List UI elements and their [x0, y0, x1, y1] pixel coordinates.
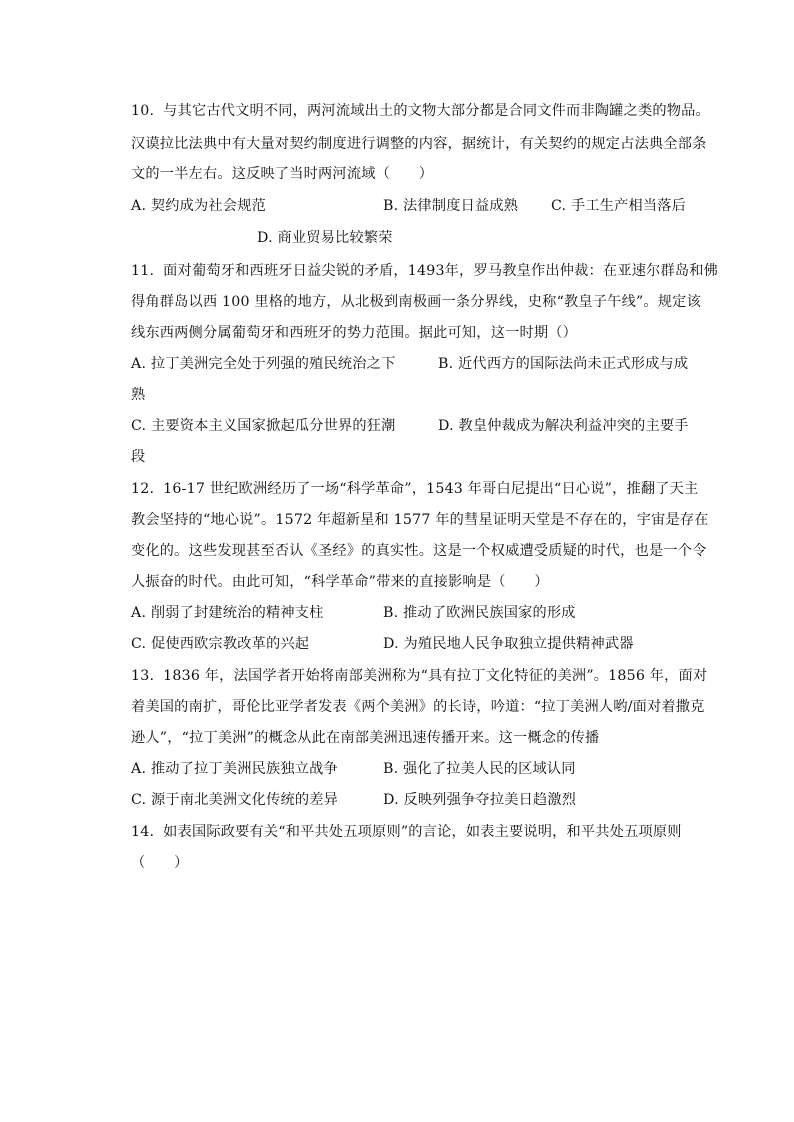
q12-stem-3: 变化的。这些发现甚至否认《圣经》的真实性。这是一个权威遭受质疑的时代，也是一个令 — [131, 543, 707, 559]
q12-stem-1: 16-17 世纪欧洲经历了一场“科学革命”，1543 年哥白尼提出“日心说”，推翻了天主 — [163, 481, 699, 497]
q13-number: 13. — [131, 668, 155, 684]
q14-line-1 — [131, 822, 691, 842]
q11-option-d-wrap: 段 — [131, 449, 146, 465]
q13-line-1 — [131, 666, 708, 686]
q12-option-b: B. 推动了欧洲民族国家的形成 — [383, 605, 576, 621]
q11-number: 11. — [131, 263, 155, 279]
q10-option-a: A. 契约成为社会规范 — [131, 198, 266, 214]
q13-stem-3: 逊人”，“拉丁美洲”的概念从此在南部美洲迅速传播开来。这一概念的传播 — [131, 730, 600, 746]
q10-option-d: D. 商业贸易比较繁荣 — [257, 230, 393, 246]
q14-number: 14. — [131, 824, 155, 840]
q10-option-b: B. 法律制度日益成熟 — [383, 198, 519, 214]
q13-stem-1: 1836 年，法国学者开始将南部美洲称为“具有拉丁文化特征的美洲”。1856 年，面对 — [163, 668, 708, 684]
q13-stem-2: 着美国的南扩，哥伦比亚学者发表《两个美洲》的长诗，吟道：“拉丁美洲人哟/面对着撒克 — [131, 699, 705, 715]
q11-stem-3: 线东西两侧分属葡萄牙和西班牙的势力范围。据此可知，这一时期（） — [131, 325, 578, 341]
q13-option-a: A. 推动了拉丁美洲民族独立战争 — [131, 761, 338, 777]
q14-stem-2: （ ） — [131, 855, 189, 871]
q10-stem-1: 与其它古代文明不同，两河流域出土的文物大部分都是合同文件而非陶罐之类的物品。 — [163, 103, 710, 119]
q11-option-c: C. 主要资本主义国家掀起瓜分世界的狂潮 — [131, 418, 396, 434]
q10-option-c: C. 手工生产相当落后 — [551, 198, 687, 214]
q13-option-c: C. 源于南北美洲文化传统的差异 — [131, 792, 339, 808]
q11-option-a: A. 拉丁美洲完全处于列强的殖民统治之下 — [131, 356, 396, 372]
q13-option-b: B. 强化了拉美人民的区域认同 — [383, 761, 576, 777]
q11-stem-2: 得角群岛以西 100 里格的地方，从北极到南极画一条分界线，史称“教皇子午线”。规定该 — [131, 294, 701, 310]
q14-stem-1: 如表国际政要有关“和平共处五项原则”的言论，如表主要说明，和平共处五项原则 — [163, 824, 682, 840]
q12-stem-2: 教会坚持的“地心说”。1572 年超新星和 1577 年的彗星证明天堂是不存在的，宇宙是存在 — [131, 512, 709, 528]
q10-number: 10. — [131, 103, 155, 119]
q10-stem-3: 文的一半左右。这反映了当时两河流域（ ） — [131, 166, 434, 182]
q12-number: 12. — [131, 481, 155, 497]
q12-option-d: D. 为殖民地人民争取独立提供精神武器 — [383, 636, 634, 652]
q10-stem-2: 汉谟拉比法典中有大量对契约制度进行调整的内容，据统计，有关契约的规定占法典全部条 — [131, 136, 707, 152]
q12-stem-4: 人振奋的时代。由此可知，“科学革命”带来的直接影响是（ ） — [131, 574, 549, 590]
q13-option-d: D. 反映列强争夺拉美日趋激烈 — [383, 792, 577, 808]
q12-option-a: A. 削弱了封建统治的精神支柱 — [131, 605, 324, 621]
q11-option-b: B. 近代西方的国际法尚未正式形成与成 — [438, 356, 689, 372]
q11-stem-1: 面对葡萄牙和西班牙日益尖锐的矛盾，1493年，罗马教皇作出仲裁：在亚速尔群岛和佛 — [163, 263, 719, 279]
q11-option-b-wrap: 熟 — [131, 387, 146, 403]
q12-option-c: C. 促使西欧宗教改革的兴起 — [131, 636, 310, 652]
q12-line-1 — [131, 479, 699, 499]
q11-line-1 — [131, 261, 719, 281]
q10-line-1 — [131, 101, 710, 121]
q11-option-d: D. 教皇仲裁成为解决利益冲突的主要手 — [438, 418, 689, 434]
